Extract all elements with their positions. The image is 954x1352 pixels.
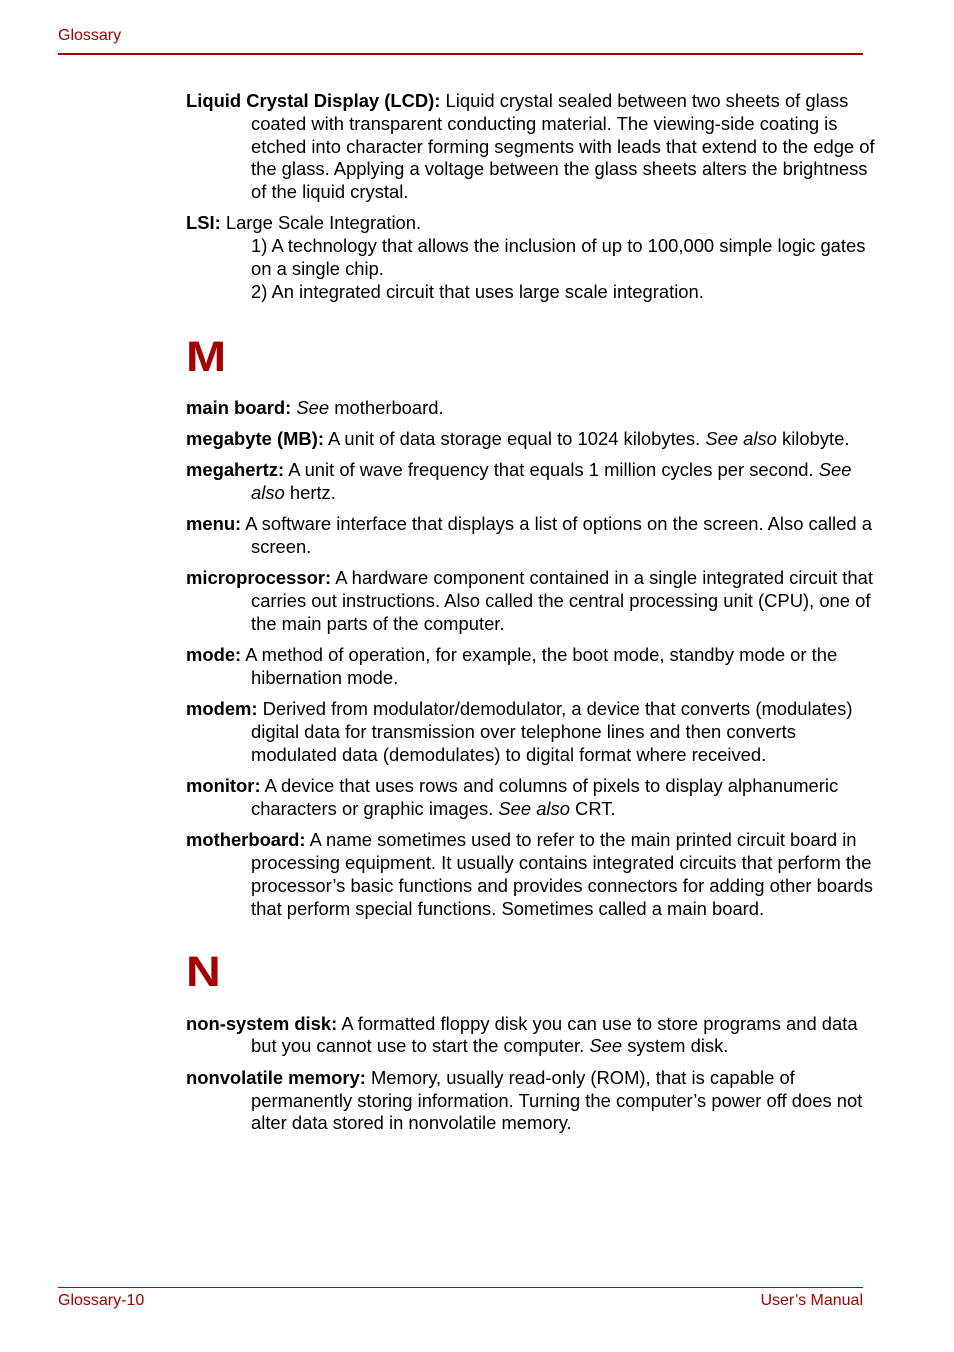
glossary-entry-megahertz bbox=[186, 459, 876, 505]
glossary-entry-microprocessor bbox=[186, 567, 876, 635]
entry-definition: Large Scale Integration. bbox=[220, 212, 422, 234]
entry-definition: A unit of data storage equal to 1024 kilobytes. bbox=[323, 427, 706, 449]
lsi-heading bbox=[186, 212, 876, 235]
glossary-entry-menu bbox=[186, 513, 876, 559]
entry-term: megahertz: bbox=[186, 459, 285, 481]
header-rule bbox=[58, 53, 863, 55]
see-reference: See bbox=[589, 1035, 623, 1057]
entry-term: menu: bbox=[186, 513, 242, 535]
entry-term: LSI: bbox=[186, 212, 221, 234]
section-letter-n: N bbox=[186, 947, 221, 996]
entry-definition: A hardware component contained in a single integrated circuit that carries out instructions. Also called the central processing unit (CPU), one of the main parts of the computer. bbox=[251, 567, 873, 635]
entry-term: main board: bbox=[186, 396, 292, 418]
entry-definition: A unit of wave frequency that equals 1 million cycles per second. bbox=[284, 459, 819, 481]
entry-definition: Derived from modulator/demodulator, a device that converts (modulates) digital data for transmission over telephone lines and then converts modulated data (demodulates) to digital format where received. bbox=[251, 698, 853, 766]
entry-term: megabyte (MB): bbox=[186, 427, 324, 449]
glossary-entry-monitor bbox=[186, 775, 876, 821]
entry-term: monitor: bbox=[186, 775, 261, 797]
glossary-entry-lsi bbox=[186, 212, 876, 303]
entry-definition: A method of operation, for example, the boot mode, standby mode or the hibernation mode. bbox=[241, 644, 838, 689]
entry-definition: A device that uses rows and columns of pixels to display alphanumeric characters or graphic images. bbox=[251, 775, 839, 820]
running-header: Glossary bbox=[58, 27, 122, 44]
see-reference: See also bbox=[251, 459, 852, 504]
glossary-entry-non-system-disk bbox=[186, 1013, 876, 1059]
entry-term: non-system disk: bbox=[186, 1012, 338, 1034]
see-reference: See also bbox=[498, 798, 570, 820]
lsi-definition-1: 1) A technology that allows the inclusion of up to 100,000 simple logic gates on a single chip. bbox=[251, 235, 866, 280]
entry-term: Liquid Crystal Display (LCD): bbox=[186, 90, 441, 111]
page-number: Glossary-10 bbox=[58, 1292, 145, 1309]
entry-definition: A name sometimes used to refer to the main printed circuit board in processing equipment. It usually contains integrated circuits that perform the processor’s basic functions and provides connectors for adding other boards that perform special functions. Sometimes called a main board. bbox=[251, 829, 873, 919]
glossary-content bbox=[186, 90, 876, 1144]
glossary-entry-modem bbox=[186, 698, 876, 766]
entry-definition: Memory, usually read-only (ROM), that is capable of permanently storing information. Turning the computer’s power off does not alter data stored in nonvolatile memory. bbox=[251, 1066, 863, 1134]
entry-definition: A formatted floppy disk you can use to store programs and data but you cannot use to start the computer. bbox=[251, 1012, 858, 1057]
entry-definition-tail: CRT. bbox=[569, 798, 616, 820]
entry-definition: Liquid crystal sealed between two sheets of glass coated with transparent conducting material. The viewing-side coating is etched into character forming segments with leads that extend to the edge of the glass. Applying a voltage between the glass sheets alters the brightness of the liquid crystal. bbox=[251, 90, 875, 203]
entry-term: motherboard: bbox=[186, 829, 306, 851]
glossary-entry-lcd bbox=[186, 90, 876, 204]
entry-definition-tail: kilobyte. bbox=[776, 427, 850, 449]
entry-definition-tail: system disk. bbox=[622, 1035, 729, 1057]
lsi-definition-2: 2) An integrated circuit that uses large scale integration. bbox=[251, 280, 704, 302]
glossary-entry-main-board bbox=[186, 397, 876, 420]
see-reference: See bbox=[296, 396, 330, 418]
glossary-entry-megabyte bbox=[186, 428, 876, 451]
entry-term: mode: bbox=[186, 644, 242, 666]
glossary-entry-mode bbox=[186, 644, 876, 690]
entry-definition: motherboard. bbox=[329, 396, 444, 418]
section-letter-m: M bbox=[186, 332, 227, 381]
manual-title: User’s Manual bbox=[760, 1292, 863, 1309]
see-reference: See also bbox=[705, 427, 777, 449]
entry-definition: A software interface that displays a list of options on the screen. Also called a screen. bbox=[241, 513, 872, 558]
glossary-entry-motherboard bbox=[186, 829, 876, 920]
entry-term: nonvolatile memory: bbox=[186, 1066, 366, 1088]
entry-term: modem: bbox=[186, 698, 258, 720]
footer-rule bbox=[58, 1287, 863, 1288]
glossary-entry-nonvolatile-memory bbox=[186, 1067, 876, 1135]
entry-definition-tail: hertz. bbox=[284, 482, 336, 504]
entry-term: microprocessor: bbox=[186, 567, 332, 589]
